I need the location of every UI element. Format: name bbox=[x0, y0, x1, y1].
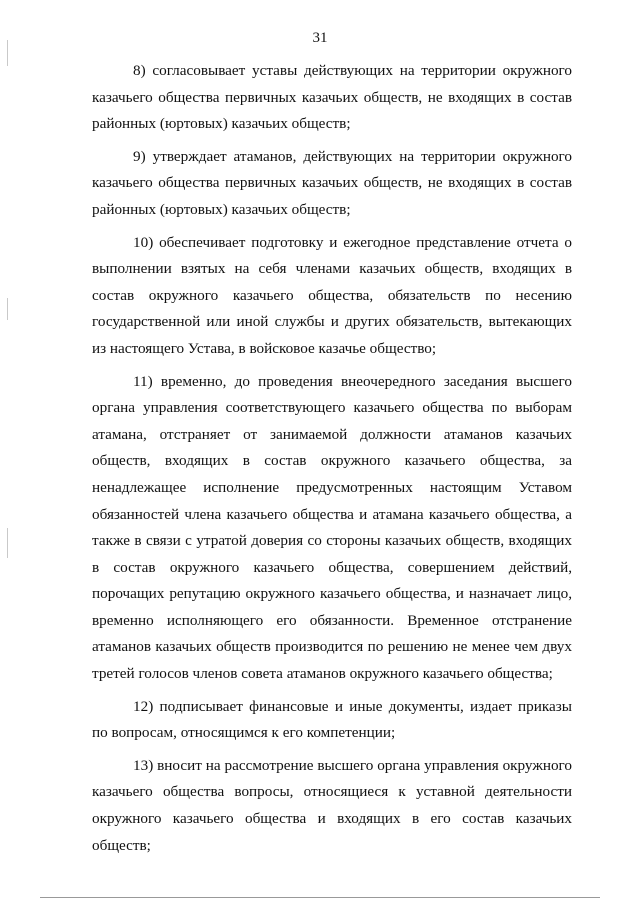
paragraph-item-8: 8) согласовывает уставы действующих на территории окружного казачьего общества первичных казачьих обществ, не входящих в состав районных (юртовых) казачьих обществ; bbox=[92, 62, 572, 133]
paragraph-item-9: 9) утверждает атаманов, действующих на территории окружного казачьего общества первичных казачьих обществ, не входящих в состав районных (юртовых) казачьих обществ; bbox=[92, 147, 572, 218]
page-number: 31 bbox=[312, 30, 328, 46]
paragraph-item-12: 12) подписывает финансовые и иные документы, издает приказы по вопросам, относящимся к его компетенции; bbox=[92, 697, 572, 742]
bottom-divider bbox=[40, 897, 600, 898]
paragraph-item-11: 11) временно, до проведения внеочередного заседания высшего органа управления соответствующего казачьего общества по выборам атамана, отстраняет от занимаемой должности атаманов казачьих обществ, входящих в состав окружного казачьего общества, за ненадлежащее исполнение предусмотренных настоящим Уставом обязанностей члена казачьего общества и атамана казачьего общества, а также в связи с утратой доверия со стороны казачьих обществ, входящих в состав окружного казачьего общества, совершением действий, порочащих репутацию окружного казачьего общества, и назначает лицо, временно исполняющего его обязанности. Временное отстранение атаманов казачьих обществ производится по решению не менее чем двух третей голосов членов совета атаманов окружного казачьего общества; bbox=[92, 372, 572, 683]
scan-edge-mark bbox=[7, 298, 8, 320]
document-body bbox=[92, 58, 572, 865]
paragraph-item-13: 13) вносит на рассмотрение высшего органа управления окружного казачьего общества вопросы, относящиеся к уставной деятельности окружного казачьего общества и входящих в его состав казачьих обществ; bbox=[92, 756, 572, 854]
scan-edge-mark bbox=[7, 528, 8, 558]
paragraph-item-10: 10) обеспечивает подготовку и ежегодное представление отчета о выполнении взятых на себя членами казачьих обществ, входящих в состав окружного казачьего общества, обязательств по несению государственной или иной службы и других обязательств, вытекающих из настоящего Устава, в войсковое казачье общество; bbox=[92, 233, 572, 357]
